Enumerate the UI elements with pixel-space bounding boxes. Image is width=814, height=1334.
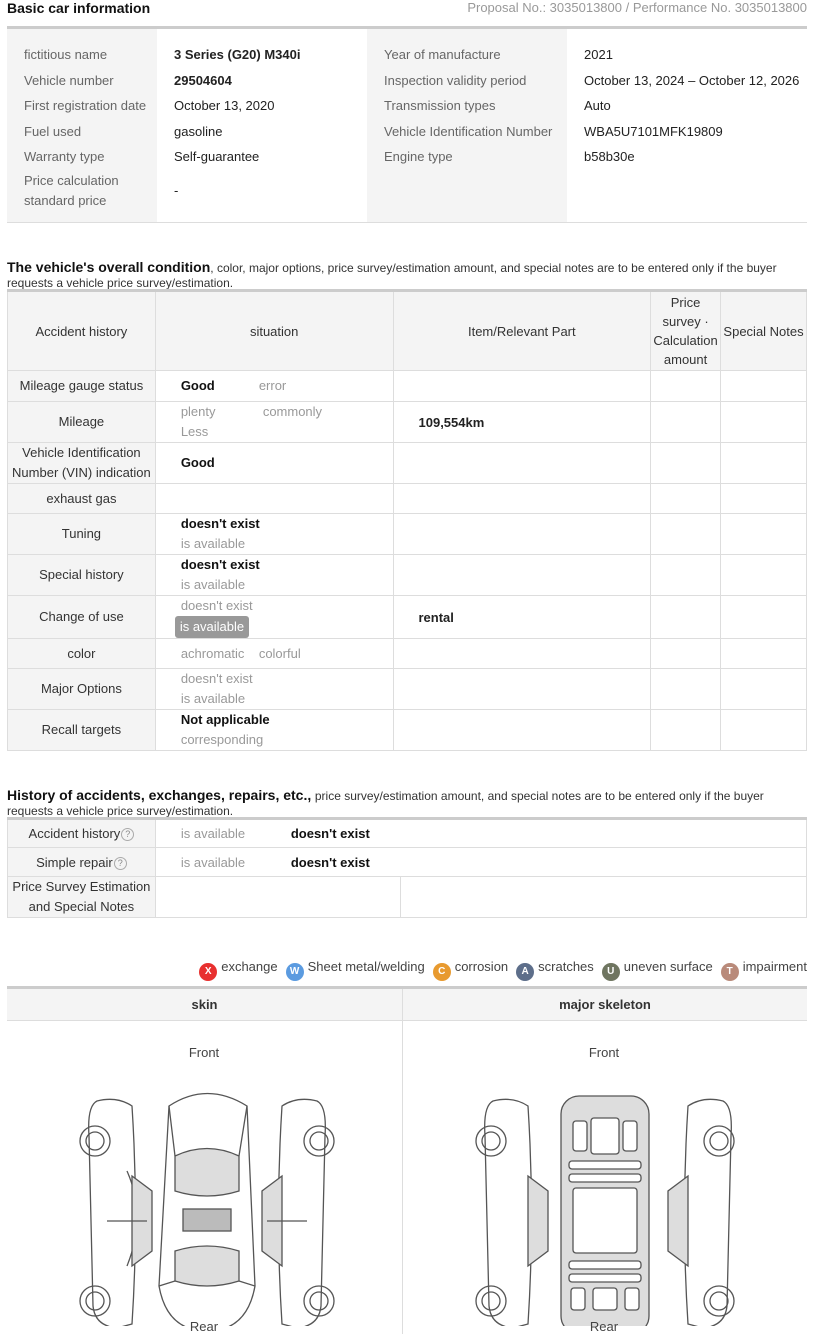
- situation-option: error: [258, 378, 287, 393]
- skeleton-pane: [403, 1021, 807, 1334]
- condition-row-notes: [721, 371, 807, 402]
- condition-row: [8, 669, 807, 710]
- condition-row-label: Mileage: [8, 402, 156, 443]
- legend-label: impairment: [742, 959, 807, 974]
- legend-item: [721, 959, 807, 977]
- col-situation: situation: [155, 291, 393, 371]
- repair-none: doesn't exist: [290, 854, 370, 870]
- legend-uneven-surface-icon: U: [602, 963, 620, 981]
- repair-available: is available: [180, 854, 246, 870]
- condition-row-situation: [155, 484, 393, 514]
- condition-row-label: color: [8, 639, 156, 669]
- condition-row: [8, 514, 807, 555]
- condition-row-notes: [721, 443, 807, 484]
- basic-right-label: Vehicle Identification Number: [384, 124, 553, 139]
- condition-row-price: [651, 555, 721, 596]
- proposal-number: Proposal No.: 3035013800 / Performance No. 3035013800: [467, 0, 807, 15]
- basic-right-label: Transmission types: [384, 98, 496, 113]
- skin-rear-label: Rear: [189, 1319, 219, 1334]
- condition-title: The vehicle's overall condition: [7, 259, 211, 275]
- basic-left-values: [157, 29, 367, 222]
- legend-label: corrosion: [454, 959, 509, 974]
- help-icon[interactable]: ?: [121, 828, 134, 841]
- basic-right-label: Inspection validity period: [384, 73, 527, 88]
- situation-option: corresponding: [180, 732, 264, 747]
- condition-row-notes: [721, 710, 807, 751]
- notes-cell-2: [400, 877, 806, 918]
- condition-table: [7, 289, 807, 751]
- accident-available: is available: [180, 826, 246, 841]
- condition-row-item: [393, 514, 651, 555]
- simple-repair-value: [155, 848, 806, 877]
- condition-row-item: [393, 555, 651, 596]
- skin-front-label: Front: [188, 1045, 220, 1060]
- basic-right-values: [567, 29, 807, 222]
- condition-row-price: [651, 484, 721, 514]
- condition-row: [8, 443, 807, 484]
- situation-option: plenty: [180, 404, 216, 419]
- condition-row-situation: [155, 514, 393, 555]
- basic-left-value: October 13, 2020: [174, 98, 275, 113]
- simple-repair-text: Simple repair: [36, 854, 113, 870]
- situation-option: is available: [180, 691, 246, 706]
- condition-header: [7, 259, 807, 290]
- condition-row-price: [651, 402, 721, 443]
- situation-option: colorful: [258, 645, 301, 661]
- situation-option: is available: [175, 616, 249, 638]
- condition-row-item: [393, 669, 651, 710]
- situation-option: Good: [180, 455, 215, 470]
- condition-row-item: rental: [393, 596, 651, 639]
- condition-row: [8, 402, 807, 443]
- skin-pane: [7, 1021, 403, 1334]
- car-diagram: [7, 986, 807, 1334]
- situation-option: is available: [180, 536, 246, 551]
- condition-row-price: [651, 443, 721, 484]
- price-survey-notes-label: Price Survey Estimation and Special Notes: [8, 877, 156, 918]
- condition-row-situation: [155, 710, 393, 751]
- condition-row-label: Vehicle Identification Number (VIN) indication: [8, 443, 156, 484]
- condition-row-price: [651, 596, 721, 639]
- situation-option: is available: [180, 577, 246, 592]
- condition-row-notes: [721, 669, 807, 710]
- accident-none: doesn't exist: [290, 826, 370, 841]
- condition-row-notes: [721, 596, 807, 639]
- condition-row: [8, 710, 807, 751]
- accident-history-label: [8, 819, 156, 848]
- basic-left-value: 3 Series (G20) M340i: [174, 47, 301, 62]
- legend-label: uneven surface: [623, 959, 713, 974]
- condition-row-situation: [155, 443, 393, 484]
- legend-item: [516, 959, 594, 977]
- skeleton-front-label: Front: [588, 1045, 620, 1060]
- situation-option: achromatic: [180, 645, 245, 661]
- accident-history-text: Accident history: [28, 826, 121, 841]
- condition-row-item: 109,554km: [393, 402, 651, 443]
- history-row-simple-repair: [8, 848, 807, 877]
- basic-right-label: Engine type: [384, 149, 453, 164]
- condition-row-label: Special history: [8, 555, 156, 596]
- condition-row-situation: [155, 555, 393, 596]
- condition-row-situation: [155, 639, 393, 669]
- condition-row-item: [393, 710, 651, 751]
- history-row-accident: [8, 819, 807, 848]
- condition-row-price: [651, 639, 721, 669]
- legend-impairment-icon: T: [721, 963, 739, 981]
- basic-right-labels: [367, 29, 567, 222]
- condition-row-label: exhaust gas: [8, 484, 156, 514]
- situation-option: doesn't exist: [180, 671, 253, 686]
- condition-row: [8, 484, 807, 514]
- situation-option: doesn't exist: [180, 598, 253, 613]
- basic-right-label: Year of manufacture: [384, 47, 501, 62]
- condition-row-price: [651, 710, 721, 751]
- legend-item: [286, 959, 425, 977]
- condition-subtitle: , color, major options, price survey/estimation amount, and special notes are to be entered only if the buyer requests a vehicle price survey/estimation.: [7, 261, 777, 290]
- simple-repair-label: [8, 848, 156, 877]
- basic-left-label: Warranty type: [24, 149, 105, 164]
- condition-row: [8, 555, 807, 596]
- history-title: History of accidents, exchanges, repairs, etc.,: [7, 787, 312, 803]
- condition-row-notes: [721, 514, 807, 555]
- situation-option: doesn't exist: [180, 516, 260, 531]
- help-icon[interactable]: ?: [114, 857, 127, 870]
- basic-info-panel: [7, 26, 807, 223]
- legend-scratches-icon: A: [516, 963, 534, 981]
- basic-left-label: fictitious name: [24, 47, 108, 62]
- legend-label: exchange: [221, 959, 278, 974]
- condition-row-label: Mileage gauge status: [8, 371, 156, 402]
- condition-row-situation: [155, 371, 393, 402]
- history-header: [7, 787, 807, 818]
- notes-cell-1: [155, 877, 400, 918]
- condition-row-label: Recall targets: [8, 710, 156, 751]
- condition-row-notes: [721, 402, 807, 443]
- basic-info-header: [7, 0, 807, 20]
- condition-row-item: [393, 371, 651, 402]
- legend-corrosion-icon: C: [433, 963, 451, 981]
- history-row-notes: [8, 877, 807, 918]
- basic-left-label: Price calculation standard price: [24, 173, 119, 208]
- basic-right-value: October 13, 2024 – October 12, 2026: [584, 73, 800, 88]
- legend-label: scratches: [538, 959, 594, 974]
- condition-row-item: [393, 639, 651, 669]
- condition-header-row: [8, 291, 807, 371]
- basic-right-value: Auto: [584, 98, 611, 113]
- basic-left-value: gasoline: [174, 124, 223, 139]
- basic-left-value: Self-guarantee: [174, 149, 260, 164]
- condition-row-label: Major Options: [8, 669, 156, 710]
- condition-row: [8, 371, 807, 402]
- condition-row-item: [393, 443, 651, 484]
- situation-option: Less: [180, 424, 209, 439]
- condition-row-notes: [721, 484, 807, 514]
- basic-left-labels: [7, 29, 157, 222]
- col-notes: Special Notes: [721, 291, 807, 371]
- condition-row: [8, 639, 807, 669]
- condition-row-price: [651, 371, 721, 402]
- skeleton-header: major skeleton: [403, 989, 807, 1021]
- col-item: Item/Relevant Part: [393, 291, 651, 371]
- skeleton-rear-label: Rear: [589, 1319, 619, 1334]
- skin-header: skin: [7, 989, 403, 1021]
- condition-row-situation: [155, 402, 393, 443]
- basic-right-value: 2021: [584, 47, 613, 62]
- basic-left-label: First registration date: [24, 98, 147, 113]
- basic-right-value: b58b30e: [584, 149, 635, 164]
- condition-row-notes: [721, 639, 807, 669]
- legend-item: [433, 959, 509, 977]
- skeleton-car-illustration: [403, 1066, 807, 1326]
- col-accident-history: Accident history: [8, 291, 156, 371]
- condition-row-price: [651, 514, 721, 555]
- condition-row: [8, 596, 807, 639]
- basic-left-label: Vehicle number: [24, 73, 114, 88]
- basic-right-value: WBA5U7101MFK19809: [584, 124, 723, 139]
- basic-left-value: 29504604: [174, 73, 232, 88]
- legend-label: Sheet metal/welding: [307, 959, 425, 974]
- damage-legend: [191, 959, 807, 981]
- basic-left-label: Fuel used: [24, 124, 82, 139]
- legend-exchange-icon: X: [199, 963, 217, 981]
- situation-option: Not applicable: [180, 712, 270, 727]
- condition-row-item: [393, 484, 651, 514]
- situation-option: commonly: [262, 404, 323, 419]
- situation-option: doesn't exist: [180, 557, 260, 572]
- history-subtitle: price survey/estimation amount, and special notes are to be entered only if the buyer requests a vehicle price survey/estimation.: [7, 789, 764, 818]
- accident-history-value: [155, 819, 806, 848]
- skin-car-illustration: [7, 1066, 402, 1326]
- legend-item: [199, 959, 278, 977]
- basic-info-title: Basic car information: [7, 0, 151, 16]
- history-table: [7, 817, 807, 918]
- condition-row-situation: [155, 669, 393, 710]
- col-price: Price survey · Calculation amount: [651, 291, 721, 371]
- condition-row-situation: [155, 596, 393, 639]
- legend-item: [602, 959, 713, 977]
- basic-left-value: -: [174, 183, 179, 198]
- condition-row-label: Tuning: [8, 514, 156, 555]
- condition-row-price: [651, 669, 721, 710]
- condition-row-label: Change of use: [8, 596, 156, 639]
- condition-row-notes: [721, 555, 807, 596]
- legend-sheet-metal-welding-icon: W: [286, 963, 304, 981]
- situation-option: Good: [180, 378, 215, 393]
